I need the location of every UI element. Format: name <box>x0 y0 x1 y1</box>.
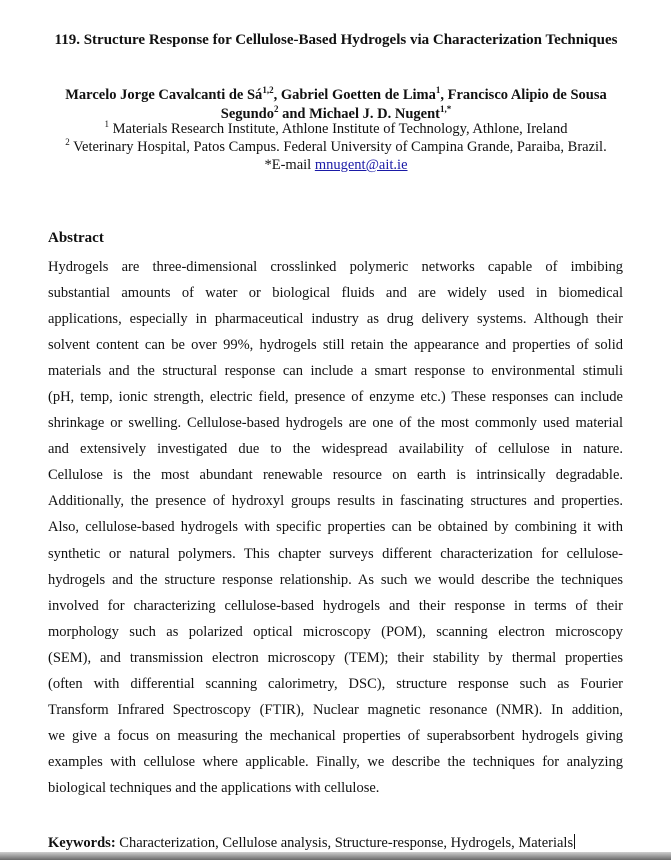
text-cursor <box>574 834 575 849</box>
abstract-line: Also, cellulose-based hydrogels with specific properties can be obtained by combining it with <box>48 519 623 536</box>
abstract-line: applications, especially in pharmaceutical industry as drug delivery systems. Although their <box>48 311 623 328</box>
abstract-line: materials and the structural response can include a smart response to environmental stimuli <box>48 363 623 380</box>
abstract-line: substantial amounts of water or biological fluids and are widely used in biomedical <box>48 285 623 302</box>
abstract-line: shrinkage or swelling. Cellulose-based hydrogels are one of the most commonly used material <box>48 415 623 432</box>
author-name: Francisco Alipio de Sousa Segundo <box>220 87 607 122</box>
abstract-line: Cellulose is the most abundant renewable resource on earth is intrinsically degradable. <box>48 467 623 484</box>
email-label: *E-mail <box>264 157 312 173</box>
author-affiliation-mark: 1,* <box>439 104 452 114</box>
author-name: Marcelo Jorge Cavalcanti de Sá <box>65 87 263 103</box>
abstract-line: involved for characterizing cellulose-based hydrogels and their response in terms of their <box>48 597 623 614</box>
affiliation-line <box>40 138 632 156</box>
author-list <box>40 86 632 124</box>
abstract-line: examples with cellulose where applicable. Finally, we describe the techniques for analyzing <box>48 753 623 770</box>
abstract-line: solvent content can be over 99%, hydrogels still retain the appearance and properties of solid <box>48 337 623 354</box>
author-separator: , <box>273 87 281 103</box>
abstract-line: (pH, temp, ionic strength, electric field, presence of enzyme etc.) These responses can include <box>48 389 623 406</box>
keywords-line <box>48 834 575 852</box>
abstract-line: Additionally, the presence of hydroxyl groups results in fascinating structures and properties. <box>48 493 623 510</box>
contact-email-line <box>40 156 632 174</box>
abstract-heading: Abstract <box>48 230 104 246</box>
author-affiliation-mark: 1 <box>435 85 441 95</box>
abstract-line: synthetic or natural polymers. This chapter surveys different characterization for cellulose- <box>48 545 623 562</box>
abstract-line: Transform Infrared Spectroscopy (FTIR), Nuclear magnetic resonance (NMR). In addition, <box>48 701 623 718</box>
abstract-body <box>48 254 623 801</box>
abstract-line: (often with differential scanning calorimetry, DSC), structure response such as Fourier <box>48 675 623 692</box>
abstract-line: biological techniques and the applications with cellulose. <box>48 779 380 796</box>
affiliation-text: Materials Research Institute, Athlone Institute of Technology, Athlone, Ireland <box>112 121 568 137</box>
email-link[interactable]: mnugent@ait.ie <box>314 157 408 173</box>
author-affiliation-mark: 2 <box>273 104 279 114</box>
author-separator: and <box>278 106 310 122</box>
affiliation-block <box>40 120 632 174</box>
page-bottom-edge <box>0 852 671 860</box>
abstract-line: Hydrogels are three-dimensional crosslinked polymeric networks capable of imbibing <box>48 259 623 275</box>
abstract-line: (SEM), and transmission electron microscopy (TEM); their stability by thermal properties <box>48 649 623 666</box>
author-name: Gabriel Goetten de Lima <box>280 87 436 103</box>
abstract-line: morphology such as polarized optical microscopy (POM), scanning electron microscopy <box>48 623 623 640</box>
abstract-line: we give a focus on measuring the mechanical properties of superabsorbent hydrogels giving <box>48 727 623 744</box>
author-name: Michael J. D. Nugent <box>309 106 440 122</box>
affiliation-text: Veterinary Hospital, Patos Campus. Federal University of Campina Grande, Paraiba, Brazil. <box>73 139 607 155</box>
affiliation-number: 2 <box>65 137 70 147</box>
abstract-line: hydrogels and the structure response relationship. As such we would describe the techniques <box>48 571 623 588</box>
keywords-text: Characterization, Cellulose analysis, Structure-response, Hydrogels, Materials <box>119 835 574 851</box>
affiliation-line <box>40 120 632 138</box>
author-separator: , <box>440 87 448 103</box>
paper-title: 119. Structure Response for Cellulose-Based Hydrogels via Characterization Techniques <box>54 32 618 48</box>
author-affiliation-mark: 1,2 <box>262 85 274 95</box>
affiliation-number: 1 <box>104 119 110 129</box>
abstract-line: and extensively investigated due to the widespread availability of cellulose in nature. <box>48 441 623 458</box>
keywords-label: Keywords: <box>48 835 116 851</box>
